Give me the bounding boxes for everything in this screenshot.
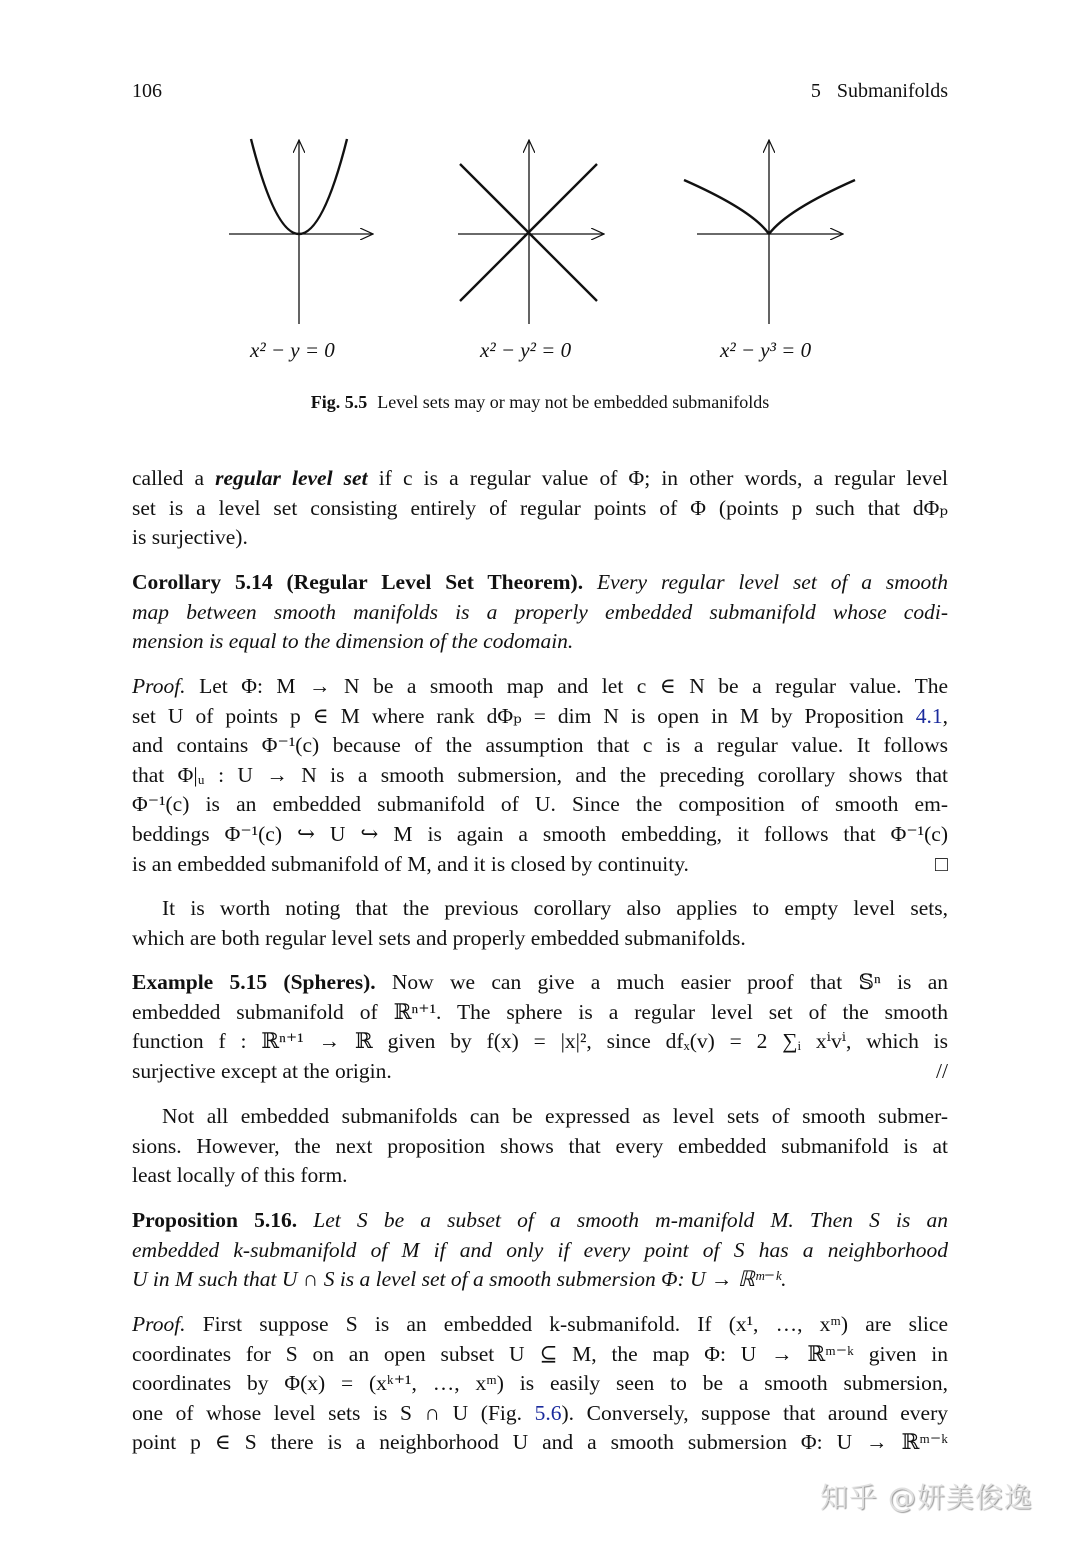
text: ). Conversely, suppose that around every xyxy=(561,1400,948,1425)
end-of-example-mark: // xyxy=(936,1058,948,1083)
text-line: beddings Φ⁻¹(c) ↪ U ↪ M is again a smooth embedding, it follows that Φ⁻¹(c) xyxy=(132,821,948,846)
figure-label: Fig. 5.5 xyxy=(310,392,368,412)
text-line: coordinates by Φ(x) = (xᵏ⁺¹, …, xᵐ) is easily seen to be a smooth submersion, xyxy=(132,1371,948,1396)
text: called a xyxy=(132,466,216,490)
chapter-number: 5 xyxy=(810,80,821,102)
corollary-label: Corollary 5.14 (Regular Level Set Theorem). xyxy=(132,570,584,594)
text: , xyxy=(942,703,948,728)
equation-cusp: x² − y³ = 0 xyxy=(720,338,812,362)
text-line: point p ∈ S there is a neighborhood U and a smooth submersion Φ: U → ℝᵐ⁻ᵏ xyxy=(132,1430,948,1455)
figure-caption xyxy=(132,392,948,413)
text-line: surjective except at the origin. xyxy=(132,1058,392,1083)
paragraph-regular-level-set xyxy=(132,464,948,553)
level-set-plots xyxy=(132,130,948,330)
text: Now we can give a much easier proof that 𝕊ⁿ is an xyxy=(391,970,948,994)
proof-proposition-5-16 xyxy=(132,1310,948,1458)
text-line: mension is equal to the dimension of the codomain. xyxy=(132,629,574,654)
text-line: It is worth noting that the previous corollary also applies to empty level sets, xyxy=(162,896,948,920)
proof-corollary-5-14 xyxy=(132,672,948,879)
text: if c is a regular value of Φ; in other words, a regular level xyxy=(367,466,949,490)
chapter-heading xyxy=(811,80,948,103)
text-line: which are both regular level sets and properly embedded submanifolds. xyxy=(132,925,746,950)
example-label: Example 5.15 (Spheres). xyxy=(132,970,376,994)
text-line: embedded k-submanifold of M if and only if every point of S has a neighborhood xyxy=(132,1237,948,1262)
example-5-15 xyxy=(132,968,948,1086)
text-line: coordinates for S on an open subset U ⊆ M, the map Φ: U → ℝᵐ⁻ᵏ given in xyxy=(132,1341,948,1366)
text-line: embedded submanifold of ℝⁿ⁺¹. The sphere is a regular level set of the smooth xyxy=(132,999,948,1024)
corollary-5-14 xyxy=(132,568,948,657)
text-line: is surjective). xyxy=(132,525,248,550)
text-line: and contains Φ⁻¹(c) because of the assumption that c is a regular value. It follows xyxy=(132,733,948,758)
plot-crossing-lines xyxy=(458,140,604,324)
text-line: sions. However, the next proposition shows that every embedded submanifold is at xyxy=(132,1133,948,1158)
text-line: that Φ|ᵤ : U → N is a smooth submersion, and the preceding corollary shows that xyxy=(132,762,948,787)
page-number: 106 xyxy=(132,80,162,102)
link-figure-5-6[interactable]: 5.6 xyxy=(534,1400,562,1425)
text-line: Not all embedded submanifolds can be expressed as level sets of smooth submer- xyxy=(162,1104,948,1128)
text-line: is an embedded submanifold of M, and it is closed by continuity. xyxy=(132,851,689,876)
text: Every regular level set of a smooth xyxy=(596,570,949,594)
text-line: Φ⁻¹(c) is an embedded submanifold of U. Since the composition of smooth em- xyxy=(132,792,948,817)
equation-parabola: x² − y = 0 xyxy=(250,338,335,362)
defined-term: regular level set xyxy=(215,466,368,490)
chapter-title: Submanifolds xyxy=(836,80,948,102)
paragraph-not-all-submanifolds xyxy=(132,1102,948,1191)
proof-label: Proof. xyxy=(132,674,186,698)
text: Let S be a subset of a smooth m-manifold M. Then S is an xyxy=(313,1208,948,1232)
text: one of whose level sets is S ∩ U (Fig. xyxy=(132,1400,535,1425)
figure-5-5 xyxy=(132,130,948,370)
text-line: least locally of this form. xyxy=(132,1163,348,1188)
text: First suppose S is an embedded k-submanifold. If (x¹, …, xᵐ) are slice xyxy=(202,1312,948,1336)
proposition-label: Proposition 5.16. xyxy=(132,1208,298,1232)
qed-symbol: □ xyxy=(935,851,948,876)
equation-crossing-lines: x² − y² = 0 xyxy=(480,338,572,362)
proposition-5-16 xyxy=(132,1206,948,1295)
link-proposition-4-1[interactable]: 4.1 xyxy=(915,703,943,728)
plot-cusp xyxy=(684,140,855,324)
text-line: set is a level set consisting entirely of regular points of Φ (points p such that dΦₚ xyxy=(132,495,948,520)
text: set U of points p ∈ M where rank dΦₚ = dim N is open in M by Proposition xyxy=(132,703,916,728)
proof-label: Proof. xyxy=(132,1312,186,1336)
text-line: U in M such that U ∩ S is a level set of a smooth submersion Φ: U → ℝᵐ⁻ᵏ. xyxy=(132,1267,787,1292)
figure-caption-text: Level sets may or may not be embedded submanifolds xyxy=(377,392,770,412)
text-line: function f : ℝⁿ⁺¹ → ℝ given by f(x) = |x|², since dfₓ(v) = 2 ∑ᵢ xⁱvⁱ, which is xyxy=(132,1029,948,1054)
paragraph-empty-level-sets xyxy=(132,894,948,953)
text-line: map between smooth manifolds is a properly embedded submanifold whose codi- xyxy=(132,599,948,624)
text: Let Φ: M → N be a smooth map and let c ∈ N be a regular value. The xyxy=(199,674,949,698)
plot-parabola xyxy=(229,139,373,324)
watermark: 知乎 @妍美俊逸 xyxy=(820,1481,1033,1514)
